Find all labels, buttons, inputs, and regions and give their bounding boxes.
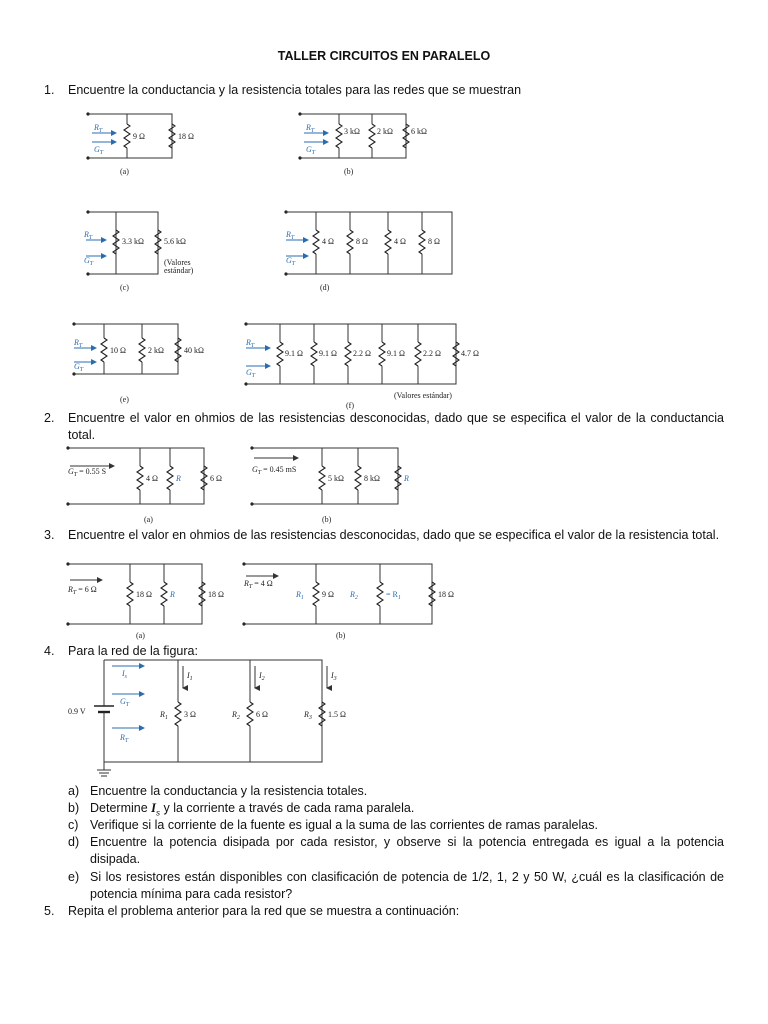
resistor-label: 9 Ω bbox=[133, 132, 145, 141]
resistor-label: 3.3 kΩ bbox=[122, 237, 144, 246]
resistor-label: 4 Ω bbox=[322, 237, 334, 246]
resistor-label: 40 kΩ bbox=[184, 346, 204, 355]
resistor-label: 2 kΩ bbox=[148, 346, 164, 355]
figure-caption: (b) bbox=[322, 515, 332, 524]
resistor-label: 18 Ω bbox=[136, 590, 152, 599]
circuit-3a bbox=[66, 562, 224, 640]
svg-text:GT: $G_T$ bbox=[306, 145, 316, 156]
svg-text:GT: $G_T$ bbox=[74, 362, 84, 373]
i3-label: I bbox=[331, 671, 334, 680]
question-text: Encuentre el valor en ohmios de las resistencias desconocidas, dado que se especifica el valor de la conductancia total. bbox=[68, 411, 724, 442]
question-number: 4. bbox=[44, 644, 55, 658]
subitem-text: Encuentre la potencia disipada por cada resistor, y observe si la potencia entregada es igual a la potencia disipada. bbox=[90, 835, 724, 866]
svg-text:GT: $G_T$ bbox=[84, 256, 94, 267]
figure-caption: (d) bbox=[320, 283, 330, 292]
svg-text:GT: $G_T$ bbox=[286, 256, 296, 267]
q2-circuits-figure bbox=[64, 444, 424, 528]
resistor-label: 8 kΩ bbox=[364, 474, 380, 483]
svg-text:I3: $I_3$ bbox=[331, 671, 337, 682]
question-1 bbox=[44, 82, 724, 99]
subitem-a bbox=[68, 783, 724, 800]
svg-text:RT: $R_T$ bbox=[246, 338, 255, 349]
question-number: 1. bbox=[44, 83, 55, 97]
figure-caption: (a) bbox=[144, 515, 153, 524]
resistor-label: 18 Ω bbox=[178, 132, 194, 141]
resistor-label: 3 Ω bbox=[184, 710, 196, 719]
subitem-c bbox=[68, 817, 724, 834]
svg-text:GT: $G_T$ bbox=[246, 368, 256, 379]
subitem-e bbox=[68, 869, 724, 902]
gt-value: = 0.45 mS bbox=[263, 465, 297, 474]
subitem-label: d) bbox=[68, 835, 80, 849]
question-3 bbox=[44, 527, 724, 544]
question-2 bbox=[44, 410, 724, 443]
circuit-1b bbox=[298, 112, 427, 176]
resistor-label: 2 kΩ bbox=[377, 127, 393, 136]
subitem-d bbox=[68, 834, 724, 867]
resistor-label: 9.1 Ω bbox=[387, 349, 405, 358]
figure-caption: (a) bbox=[136, 631, 145, 640]
resistor-label: 6 Ω bbox=[210, 474, 222, 483]
subitem-label: c) bbox=[68, 818, 79, 832]
figure-caption: (e) bbox=[120, 395, 129, 404]
svg-text:Is: $I_s$ bbox=[122, 669, 128, 680]
question-text: Repita el problema anterior para la red que se muestra a continuación: bbox=[68, 904, 460, 918]
svg-text:R3: $R_3$ bbox=[304, 710, 312, 721]
figure-caption: (b) bbox=[336, 631, 346, 640]
subitem-label: a) bbox=[68, 784, 80, 798]
circuit-1d bbox=[284, 210, 452, 292]
subitem-text: Encuentre la conductancia y la resistencia totales. bbox=[90, 784, 368, 798]
page-title: TALLER CIRCUITOS EN PARALELO bbox=[277, 49, 491, 63]
figure-note: (Valores bbox=[164, 258, 191, 267]
svg-text:RT= 4 Ω: $R_T = 4$ Ω bbox=[244, 579, 273, 590]
resistor-label: 4 Ω bbox=[146, 474, 158, 483]
circuit-3b bbox=[242, 562, 454, 640]
resistor-label: 18 Ω bbox=[438, 590, 454, 599]
subitem-label: e) bbox=[68, 870, 80, 884]
svg-text:RT: $R_T$ bbox=[286, 230, 295, 241]
unknown-resistor-label: R bbox=[404, 474, 409, 483]
figure-caption: (f) bbox=[346, 401, 354, 410]
q1-circuits-figure bbox=[74, 110, 502, 412]
question-text: Para la red de la figura: bbox=[68, 644, 198, 658]
source-voltage-label: 0.9 V bbox=[68, 707, 86, 716]
question-number: 3. bbox=[44, 528, 55, 542]
svg-text:RT: $R_T$ bbox=[94, 123, 103, 134]
i2-label: I bbox=[259, 671, 262, 680]
resistor-label: 9.1 Ω bbox=[285, 349, 303, 358]
subitem-text: Determine $I_s$ y la corriente a través de cada rama paralela. bbox=[90, 801, 415, 818]
svg-text:GT= 0.45 mS: $G_T = 0.45$ mS bbox=[252, 465, 297, 476]
circuit-1f bbox=[244, 322, 479, 410]
svg-text:R1: $R_1$ bbox=[160, 710, 168, 721]
figure-note: estándar) bbox=[164, 266, 194, 275]
resistor-label: 9.1 Ω bbox=[319, 349, 337, 358]
resistor-label: 5.6 kΩ bbox=[164, 237, 186, 246]
question-number: 2. bbox=[44, 411, 55, 425]
unknown-resistor-label: R bbox=[170, 590, 175, 599]
i1-label: I bbox=[187, 671, 190, 680]
svg-text:I2: $I_2$ bbox=[259, 671, 265, 682]
svg-text:R2: $R_2$ bbox=[350, 590, 358, 601]
subitem-text: Verifique si la corriente de la fuente es igual a la suma de las corrientes de ramas paralelas. bbox=[90, 818, 598, 832]
question-number: 5. bbox=[44, 904, 55, 918]
rt-value: = 4 Ω bbox=[254, 579, 273, 588]
resistor-label: 6 Ω bbox=[256, 710, 268, 719]
subitem-label: b) bbox=[68, 801, 80, 815]
svg-text:GT: $G_T$ bbox=[120, 697, 130, 708]
svg-text:RT: $R_T$ bbox=[120, 733, 129, 744]
circuit-2b bbox=[250, 446, 409, 524]
figure-caption: (c) bbox=[120, 283, 129, 292]
rt-label: R bbox=[94, 123, 99, 132]
figure-note: (Valores estándar) bbox=[394, 391, 452, 400]
svg-text:R1: $R_1$ bbox=[296, 590, 304, 601]
resistor-label: 6 kΩ bbox=[411, 127, 427, 136]
resistor-label: 10 Ω bbox=[110, 346, 126, 355]
circuit-2a bbox=[66, 446, 222, 524]
question-text: Encuentre la conductancia y la resistencia totales para las redes que se muestran bbox=[68, 83, 522, 97]
question-5 bbox=[44, 903, 724, 920]
subitem-text: Si los resistores están disponibles con clasificación de potencia de 1/2, 1, 2 y 50 W, ¿cuál es la clasificación de potencia mínima para cada resistor? bbox=[90, 870, 724, 901]
svg-text:RT: $R_T$ bbox=[306, 123, 315, 134]
unknown-resistor-label: R bbox=[176, 474, 181, 483]
resistor-label: 3 kΩ bbox=[344, 127, 360, 136]
svg-text:GT= 0.55 S: $G_T = 0.55$ S bbox=[68, 467, 107, 478]
q4-circuit-figure bbox=[64, 656, 374, 780]
resistor-label: 18 Ω bbox=[208, 590, 224, 599]
svg-text:RT: $R_T$ bbox=[74, 338, 83, 349]
circuit-1e bbox=[72, 322, 204, 404]
resistor-label: 8 Ω bbox=[428, 237, 440, 246]
rt-value: = 6 Ω bbox=[78, 585, 97, 594]
unknown-resistor-label: = R bbox=[386, 590, 398, 599]
svg-text:R2: $R_2$ bbox=[232, 710, 240, 721]
gt-value: = 0.55 S bbox=[79, 467, 107, 476]
resistor-label: 9 Ω bbox=[322, 590, 334, 599]
resistor-label: 4 Ω bbox=[394, 237, 406, 246]
resistor-label: 2.2 Ω bbox=[353, 349, 371, 358]
resistor-label: 2.2 Ω bbox=[423, 349, 441, 358]
resistor-label: 4.7 Ω bbox=[461, 349, 479, 358]
q3-circuits-figure bbox=[64, 560, 464, 646]
svg-text:GT: $G_T$ bbox=[94, 145, 104, 156]
svg-text:RT: $R_T$ bbox=[84, 230, 93, 241]
figure-caption: (a) bbox=[120, 167, 129, 176]
figure-caption: (b) bbox=[344, 167, 354, 176]
is-label: I bbox=[122, 669, 125, 678]
circuit-1a bbox=[86, 112, 194, 176]
svg-text:RT= 6 Ω: $R_T = 6$ Ω bbox=[68, 585, 97, 596]
gt-label: G bbox=[94, 145, 100, 154]
resistor-label: 1.5 Ω bbox=[328, 710, 346, 719]
svg-text:I1: $I_1$ bbox=[187, 671, 193, 682]
question-text: Encuentre el valor en ohmios de las resistencias desconocidas, dado que se especifica el valor de la resistencia total. bbox=[68, 528, 720, 542]
resistor-label: 5 kΩ bbox=[328, 474, 344, 483]
svg-text:= R1: = $R_1$ bbox=[386, 590, 401, 601]
resistor-label: 8 Ω bbox=[356, 237, 368, 246]
circuit-1c bbox=[83, 210, 194, 292]
